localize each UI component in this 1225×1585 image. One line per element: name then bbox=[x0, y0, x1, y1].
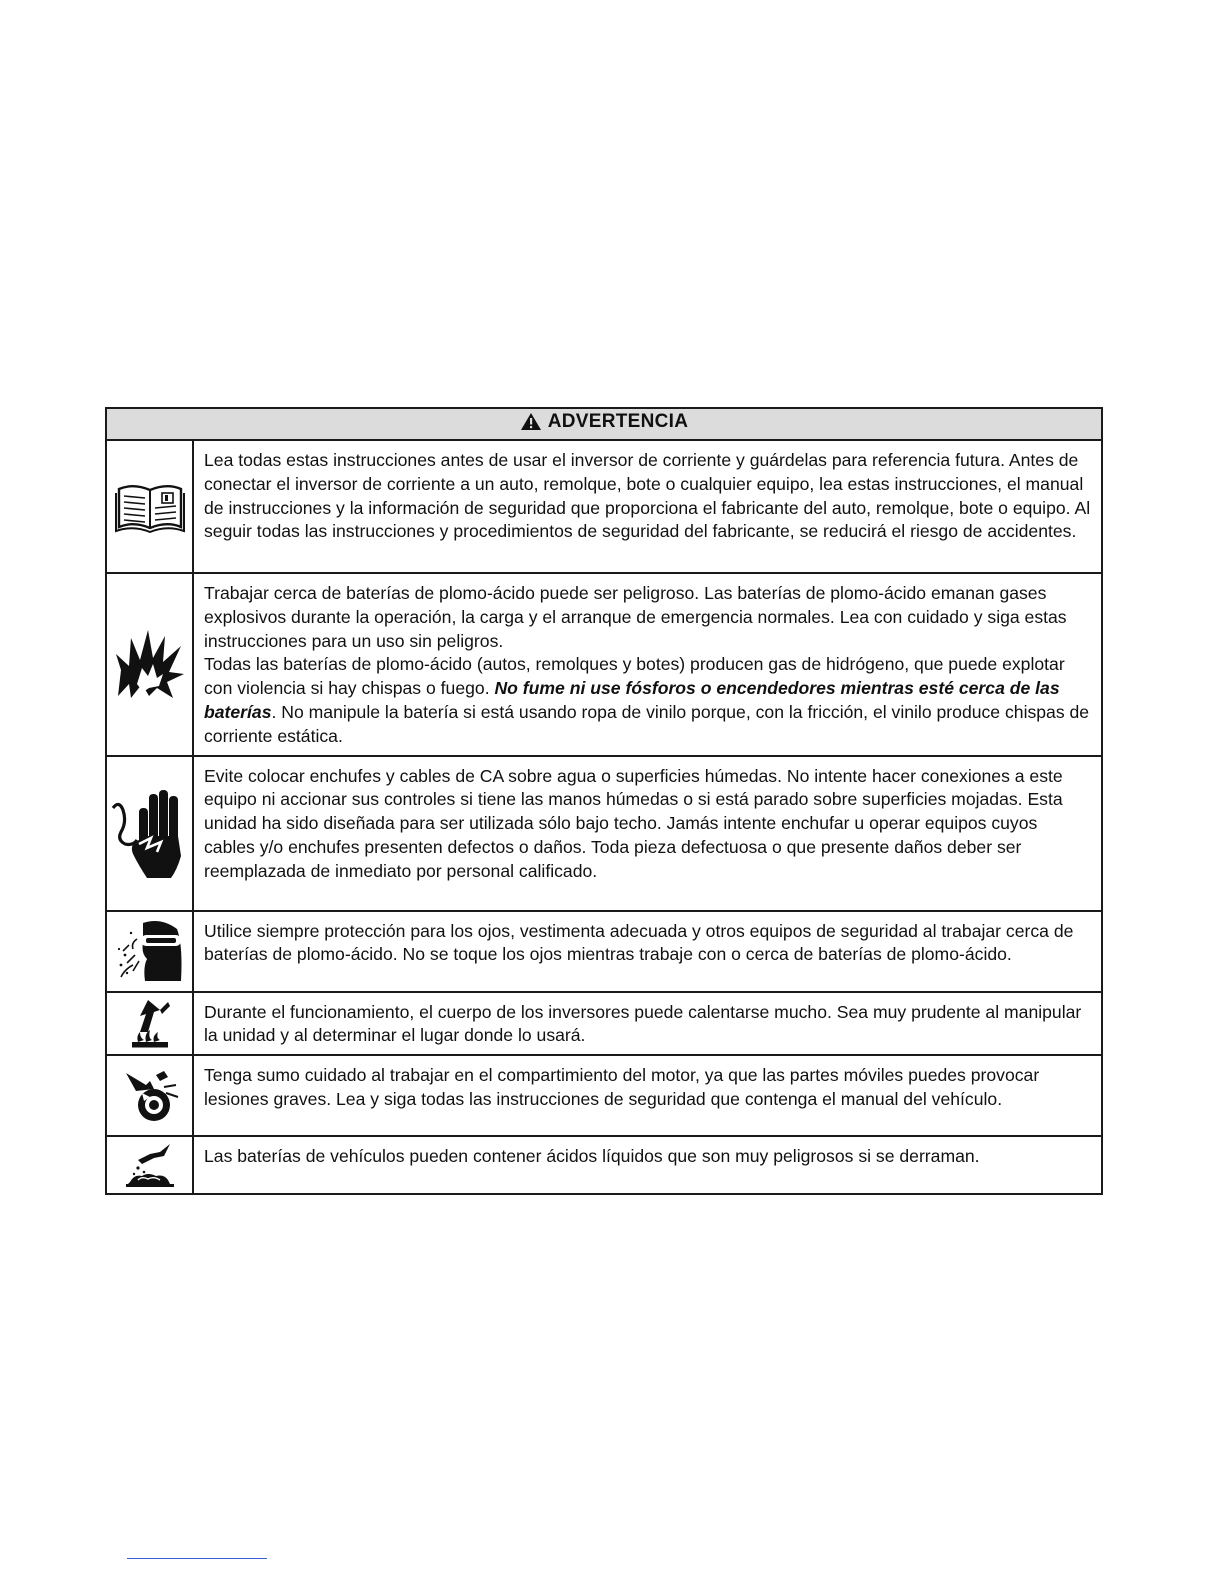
moving-parts-icon bbox=[120, 1067, 180, 1125]
warning-row bbox=[106, 1055, 1102, 1136]
warning-row bbox=[106, 756, 1102, 911]
warning-text: Trabajar cerca de baterías de plomo-ácido puede ser peligroso. Las baterías de plomo-ácido emanan gases explosivos durante la operación, la carga y el arranque de emergencia normales. Lea con cuidado y siga estas instrucciones para un uso sin peligros. bbox=[204, 583, 1067, 651]
manual-book-icon bbox=[115, 481, 185, 533]
warning-row bbox=[106, 1136, 1102, 1194]
warning-row bbox=[106, 992, 1102, 1056]
warning-text: Las baterías de vehículos pueden contener ácidos líquidos que son muy peligrosos si se derraman. bbox=[204, 1146, 980, 1167]
warning-text: Evite colocar enchufes y cables de CA sobre agua o superficies húmedas. No intente hacer conexiones a este equipo ni accionar sus controles si tiene las manos húmedas o si está parado sobre superficies mojadas. Esta unidad ha sido diseñada para ser utilizada sólo bajo techo. Jamás intente enchufar u operar equipos cuyos cables y/o enchufes presenten defectos o daños. Toda pieza defectuosa o que presente daños deber ser reemplazada de inmediato por personal calificado. bbox=[204, 765, 1063, 881]
warning-text: Durante el funcionamiento, el cuerpo de los inversores puede calentarse mucho. Sea muy prudente al manipular la unidad y al determinar el lugar donde lo usará. bbox=[204, 1001, 1082, 1046]
warning-title: ADVERTENCIA bbox=[547, 410, 689, 432]
corrosive-acid-icon bbox=[124, 1142, 176, 1188]
warning-text: Lea todas estas instrucciones antes de usar el inversor de corriente y guárdelas para referencia futura. Antes de conectar el inversor de corriente a un auto, remolque, bote o cualquier equipo, lea estas instrucciones, el manual de instrucciones y la información de seguridad que proporciona el fabricante del auto, remolque, bote o equipo. Al seguir todas las instrucciones y procedimientos de seguridad del fabricante, se reducirá el riesgo de accidentes. bbox=[204, 450, 1091, 542]
warning-text: Todas las baterías de plomo-ácido (autos, remolques y botes) producen gas de hidrógeno, que puede explotar con violencia si hay chispas o fuego. No fume ni use fósforos o encendedores mientras esté cerca de las baterías. No manipule la batería si está usando ropa de vinilo porque, con la fricción, el vinilo produce chispas de corriente estática. bbox=[204, 654, 1090, 746]
warning-table bbox=[105, 407, 1103, 1195]
footer-divider bbox=[127, 1558, 267, 1559]
electric-shock-hand-icon bbox=[111, 786, 189, 880]
warning-triangle-icon bbox=[520, 412, 542, 431]
warning-row bbox=[106, 911, 1102, 992]
warning-row bbox=[106, 440, 1102, 573]
warning-header-row bbox=[106, 408, 1102, 440]
warning-header bbox=[106, 408, 1102, 440]
warning-row bbox=[106, 573, 1102, 756]
emphasized-warning: No fume ni use fósforos o encendedores mientras esté cerca de las baterías bbox=[204, 678, 1060, 722]
hot-surface-icon bbox=[128, 998, 172, 1048]
explosion-icon bbox=[115, 628, 185, 700]
warning-text: Utilice siempre protección para los ojos, vestimenta adecuada y otros equipos de seguridad al trabajar cerca de baterías de plomo-ácido. No se toque los ojos mientras trabaje con o cerca de baterías de plomo-ácido. bbox=[204, 920, 1074, 965]
warning-text: Tenga sumo cuidado al trabajar en el compartimiento del motor, ya que las partes móviles puedes provocar lesiones graves. Lea y siga todas las instrucciones de seguridad que contenga el manual del vehículo. bbox=[204, 1065, 1040, 1109]
eye-protection-icon bbox=[115, 919, 185, 983]
